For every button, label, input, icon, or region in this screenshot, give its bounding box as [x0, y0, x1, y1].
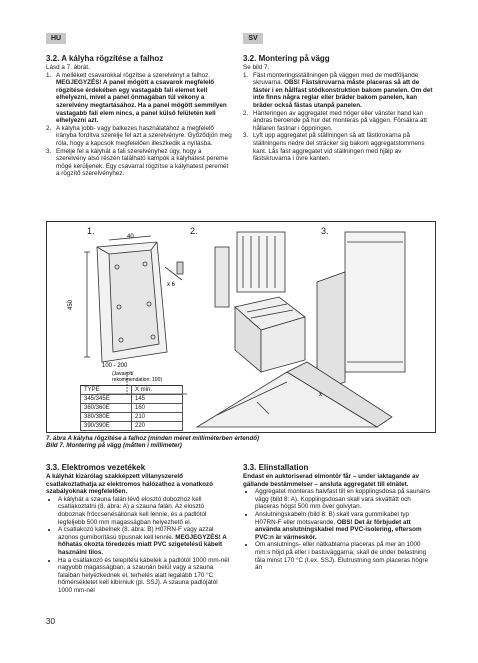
- sv-bullet-text: Anslutningskabeln (bild 8: B) skall vara gummikabel typ H07RN-F eller motsvarande.: [255, 510, 409, 526]
- table-row: [81, 422, 183, 431]
- table-cell: 210: [132, 413, 183, 422]
- hu-bullet: [58, 526, 232, 556]
- hu-step-3: [46, 148, 232, 178]
- hu-figure-ref: Lásd a 7. ábrát.: [46, 64, 90, 71]
- figure-panel-number-2: 2.: [190, 226, 198, 236]
- table-row: [81, 395, 183, 404]
- language-tab-sv: SV: [243, 33, 263, 44]
- table-header: TYPE: [81, 386, 132, 395]
- dimension-note-line-1: (Javasolt/: [112, 371, 134, 377]
- table-header: X min.: [132, 386, 183, 395]
- hu-bullet: • Ha a csatlakozó és telepítési kábelek a padlótól 1000 mm-nél nagyobb magasságban, a szaunán belül vagy a szauna falaiban helyezkednek el, terhelés alatt legalább 170 °C hőmérsékletet kell kibírniuk (pl. SSJ). A szauna padlójától 1000 mm-nél: [58, 557, 232, 595]
- figure-panel-number-1: 1.: [87, 226, 95, 236]
- sv-step-2: [243, 110, 433, 133]
- sv-step-note: OBS! Fästskruvarna måste placeras så att de fäster i en hållfast stödkonstruktion bakom panelen. Om det inte finns några reglar eller bräder bakom panelen, kan bräder också fästas utanpå panelen.: [253, 79, 433, 109]
- caption-hu: 7. ábra A kályha rögzítése a falhoz (minden méret milliméterben értendő): [46, 435, 260, 442]
- dimension-450-label: 450: [68, 299, 74, 310]
- sv-section-title: 3.2. Montering på vägg: [243, 54, 330, 63]
- hu-section-3-3: [46, 463, 232, 595]
- heater-drawing-panel-3: [317, 232, 405, 392]
- table-row: [81, 404, 183, 413]
- hu-step-number: 3.: [46, 147, 52, 155]
- table-cell: 160: [132, 404, 183, 413]
- hu-bullet-text: A csatlakozó kábelnek (8. ábra: B) H07RN-F vagy azzal azonos gumiborítású típusnak kell lennie.: [58, 526, 214, 541]
- dimension-range-label: 100 - 200: [102, 363, 128, 369]
- hu-step-text: A mellékelt csavarokkal rögzítse a szerelvényt a falhoz.: [56, 71, 210, 79]
- hu-section-3-2: [46, 54, 232, 178]
- hu-step-2: [46, 125, 232, 148]
- sv-bullet: • Aggregatet monteras halvfast till en kopplingsdosa på saunans vägg (bild 8: A). Kopplingsdosan skall vara skvättätt och placeras högst 500 mm över golvytan.: [255, 488, 433, 511]
- sv-intro: Endast en auktoriserad elmontör får – under iaktagande av gällande bestämmelser – ansluta aggregatet till elnätet.: [243, 473, 420, 488]
- table-cell: 345/345E: [81, 395, 132, 404]
- hu-step-note: MEGJEGYZÉS! A panel mögött a csavarok megfelelő rögzítése érdekében egy vastagabb fali elemet kell elhelyezni, mivel a panel önmagában túl vékony a szerelvény megtartásához. Ha a panel mögött semmilyen vastagabb fali elem nincs, a panel külső felületén kell elhelyezni azt.: [56, 79, 227, 125]
- heater-drawing-panel-2: [215, 232, 305, 372]
- clearance-table: [80, 385, 183, 431]
- hu-section-title: 3.3. Elektromos vezetékek: [46, 463, 146, 472]
- sv-step-3: [243, 132, 433, 162]
- sv-step-1: [243, 72, 433, 110]
- hu-step-1: [46, 72, 232, 125]
- sv-step-number: 2.: [243, 109, 249, 117]
- hu-step-text: A kályha jobb- vagy balkezes használatához a megfelelő irányba fordítva szerelje fel azt a szerelvényre. Győződjön meg róla, hogy a kapcsok megfelelően illeszkedik a nyílásba.: [56, 124, 232, 147]
- page-number: 30: [46, 617, 55, 626]
- figure-caption: [46, 435, 259, 450]
- hu-step-number: 1.: [46, 71, 52, 79]
- sv-section-3-3: [243, 463, 433, 572]
- sv-figure-ref: Se bild 7.: [243, 64, 270, 71]
- table-cell: 145: [132, 395, 183, 404]
- table-header-row: [81, 386, 183, 395]
- table-cell: 360/360E: [81, 404, 132, 413]
- hu-bullet: • A kályhát a szauna falán lévő elosztó dobozhoz kell csatlakoztatni (8. ábra: A) a szauna falán. Az elosztó doboznak fröccsenésállónak kell lennie, és a padlótól legfeljebb 500 mm magasságban helyezhető el.: [58, 496, 232, 526]
- sv-step-text: Hänteringen av aggregatet med höger eller vänster hand kan ändras beroende på hur det monteras på väggen. Försäkra att hållaren fastnar i öppningen.: [253, 109, 427, 132]
- language-tab-hu: HU: [46, 33, 66, 44]
- dimension-note-line-2: rekommendation: 100): [112, 377, 163, 383]
- sv-bullet-note: OBS! Det är förbjudet att använda anslutningskabel med PVC-isolering, eftersom PVC:n är värmeskör.: [255, 518, 422, 541]
- hu-step-number: 2.: [46, 124, 52, 132]
- table-cell: 390/390E: [81, 422, 132, 431]
- sv-bullet: • Om anslutnings- eller nätkablarna placeras på mer än 1000 mm:s höjd på eller i bastuväggarna, skall de under belastning tåla minst 170 °C (t.ex. SSJ). Elutrustning som placeras högre än: [255, 541, 433, 571]
- sv-step-text: Fäst monteringsställningen på väggen med de medföljande skruvarna.: [253, 71, 419, 87]
- bracket-drawing: [84, 236, 187, 394]
- hu-intro: A kályhát kizárólag szakképzett villanyszerelő csatlakoztathatja az elektromos hálózathoz a vonatkozó szabályoknak megfelelően.: [46, 473, 213, 496]
- dimension-40-label: 40: [127, 234, 134, 240]
- table-cell: 220: [132, 422, 183, 431]
- caption-sv: Bild 7. Montering på vägg (måtten i millimeter): [46, 442, 182, 450]
- figure-panel-number-3: 3.: [321, 226, 329, 236]
- screw-count-label: x 6: [167, 282, 176, 288]
- table-row: [81, 413, 183, 422]
- sv-section-title: 3.3. Elinstallation: [243, 463, 309, 472]
- sv-step-number: 1.: [243, 71, 249, 79]
- hu-bullet-note: MEGJEGYZÉS! A hőhatás okozta töredezés miatt PVC szigetelésű kábelt használni tilos.: [58, 533, 227, 556]
- sv-step-number: 3.: [243, 132, 249, 140]
- sv-bullet: [255, 511, 433, 541]
- hu-step-text: Emelje fel a kályhát a fali szerelvényhez úgy, hogy a szerelvény alsó részén található kampók a kályhatest pereme mögé kerüljenek. Egy csavarral rögzítse a kályhatest peremét a rögzítő szerelvényhez.: [56, 147, 229, 178]
- sv-step-text: Lyft upp aggregatet på ställningen så att fästkrokarna på ställningens nedre del sträcker sig bakom aggregatstommens kant. Lås fast aggregatet vid ställningen med hjälp av fästskruvarna i övre kanten.: [253, 132, 425, 163]
- hu-section-title: 3.2. A kályha rögzítése a falhoz: [46, 54, 164, 63]
- dimension-x-label: x: [319, 392, 322, 398]
- table-cell: 380/380E: [81, 413, 132, 422]
- sv-section-3-2: [243, 54, 433, 163]
